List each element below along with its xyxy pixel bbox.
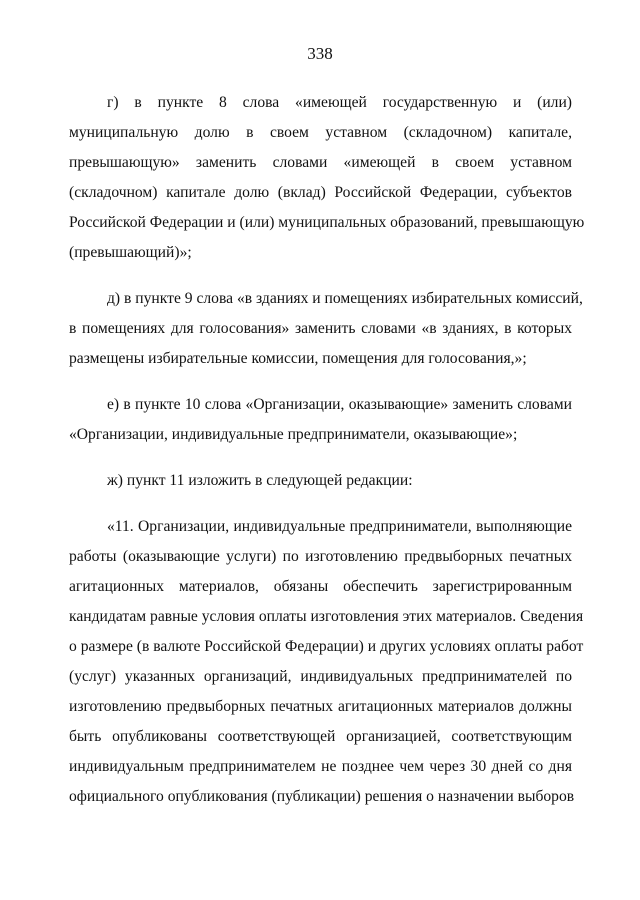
- text-line: кандидатам равные условия оплаты изготовления этих материалов. Сведения: [69, 608, 584, 625]
- text-line: муниципальную долю в своем уставном (складочном) капитале,: [69, 124, 572, 141]
- text-line: превышающую» заменить словами «имеющей в своем уставном: [69, 154, 572, 171]
- text-line: в помещениях для голосования» заменить словами «в зданиях, в которых: [69, 320, 572, 337]
- text-line: г) в пункте 8 слова «имеющей государственную и (или): [107, 94, 572, 111]
- text-line: «11. Организации, индивидуальные предприниматели, выполняющие: [107, 518, 572, 535]
- text-line: размещены избирательные комиссии, помещения для голосования,»;: [69, 350, 527, 367]
- paragraph-item-11: [69, 512, 584, 812]
- text-line: д) в пункте 9 слова «в зданиях и помещениях избирательных комиссий,: [107, 290, 583, 307]
- text-line: (складочном) капитале долю (вклад) Российской Федерации, субъектов: [69, 184, 572, 201]
- text-line: индивидуальным предпринимателем не позднее чем через 30 дней со дня: [69, 758, 572, 775]
- text-line: е) в пункте 10 слова «Организации, оказывающие» заменить словами: [107, 396, 572, 413]
- paragraph-g: [69, 88, 585, 268]
- text-line: (превышающий)»;: [69, 244, 192, 261]
- page-number: 338: [307, 44, 333, 63]
- text-line: быть опубликованы соответствующей организацией, соответствующим: [69, 728, 572, 745]
- document-body: [69, 88, 585, 828]
- text-line: официального опубликования (публикации) решения о назначении выборов: [69, 788, 575, 805]
- text-line: ж) пункт 11 изложить в следующей редакции:: [107, 472, 413, 489]
- paragraph-e: [69, 390, 572, 450]
- text-line: работы (оказывающие услуги) по изготовлению предвыборных печатных: [69, 548, 572, 565]
- paragraph-zh: [69, 466, 572, 496]
- text-line: агитационных материалов, обязаны обеспечить зарегистрированным: [69, 578, 572, 595]
- text-line: «Организации, индивидуальные предприниматели, оказывающие»;: [69, 426, 518, 443]
- paragraph-d: [69, 284, 583, 374]
- text-line: Российской Федерации и (или) муниципальных образований, превышающую: [69, 214, 585, 231]
- text-line: (услуг) указанных организаций, индивидуальных предпринимателей по: [69, 668, 572, 685]
- text-line: изготовлению предвыборных печатных агитационных материалов должны: [69, 698, 572, 715]
- text-line: о размере (в валюте Российской Федерации) и других условиях оплаты работ: [69, 638, 584, 655]
